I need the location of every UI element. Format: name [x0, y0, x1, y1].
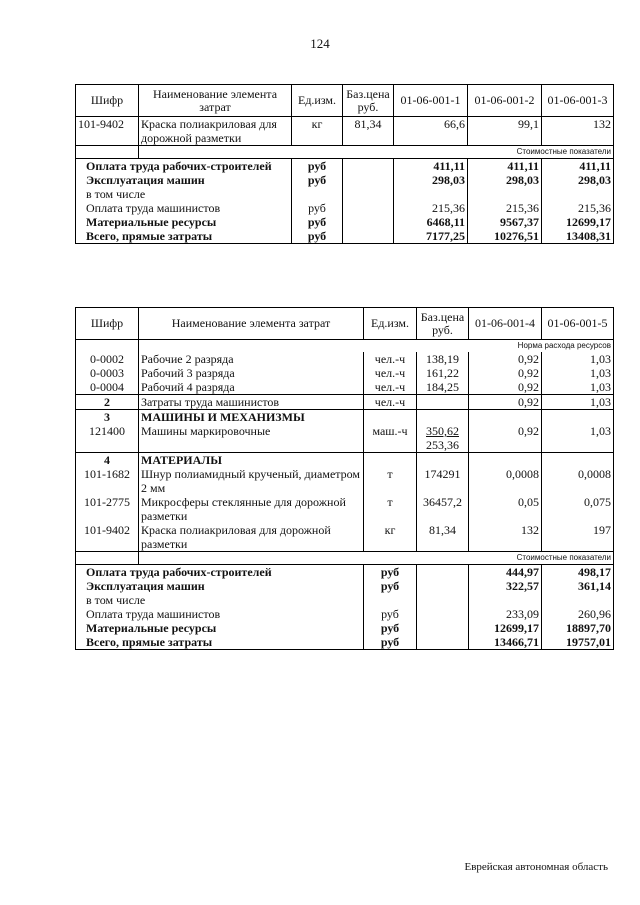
column-header: Баз.цена руб. — [343, 85, 394, 117]
value-cell: 0,92 — [469, 395, 542, 410]
unit-cell: руб — [364, 621, 417, 635]
cost-row — [76, 215, 614, 229]
column-header: Ед.изм. — [364, 308, 417, 340]
table-row — [76, 395, 614, 410]
value-cell: 1,03 — [542, 352, 614, 366]
empty-cell — [343, 187, 394, 201]
column-header: Шифр — [76, 85, 139, 117]
unit-cell: руб — [292, 201, 343, 215]
value-cell: 0,92 — [469, 366, 542, 380]
name-cell: МАТЕРИАЛЫ — [139, 453, 364, 468]
price-value-alt: 253,36 — [426, 438, 459, 452]
empty-cell — [417, 593, 469, 607]
value-cell: 0,92 — [469, 424, 542, 453]
code-cell: 4 — [76, 453, 139, 468]
column-header: 01-06-001-1 — [394, 85, 468, 117]
cost-row — [76, 201, 614, 215]
unit-cell: чел.-ч — [364, 352, 417, 366]
unit-cell — [364, 453, 417, 468]
value-cell — [469, 453, 542, 468]
price-value: 184,25 — [426, 380, 459, 394]
value-cell: 13466,71 — [469, 635, 542, 650]
table-row — [76, 523, 614, 552]
name-cell: МАШИНЫ И МЕХАНИЗМЫ — [139, 410, 364, 425]
code-cell: 101-9402 — [76, 117, 139, 146]
code-cell: 101-1682 — [76, 467, 139, 495]
unit-cell: чел.-ч — [364, 380, 417, 395]
price-value: 161,22 — [426, 366, 459, 380]
price-cell — [417, 467, 469, 495]
value-cell: 132 — [542, 117, 614, 146]
price-cell — [417, 495, 469, 523]
section-note-row — [76, 146, 614, 159]
empty-cell — [343, 159, 394, 174]
section-header-row — [76, 410, 614, 425]
table-row — [76, 352, 614, 366]
value-cell: 0,05 — [469, 495, 542, 523]
table-row — [76, 366, 614, 380]
page-number: 124 — [310, 36, 330, 51]
column-header: Баз.цена руб. — [417, 308, 469, 340]
value-cell: 298,03 — [468, 173, 542, 187]
cost-row — [76, 621, 614, 635]
name-cell: Краска полиакриловая для дорожной разметки — [139, 117, 292, 146]
section-note-row — [76, 340, 614, 353]
value-cell: 12699,17 — [469, 621, 542, 635]
value-cell: 7177,25 — [394, 229, 468, 244]
value-cell — [394, 187, 468, 201]
unit-cell: т — [364, 495, 417, 523]
value-cell: 6468,11 — [394, 215, 468, 229]
column-header: Наименование элемента затрат — [139, 308, 364, 340]
empty-cell — [76, 340, 139, 353]
price-value: 350,62 — [426, 424, 459, 438]
table-row — [76, 495, 614, 523]
column-header: 01-06-001-4 — [469, 308, 542, 340]
name-cell: Краска полиакриловая для дорожной разметки — [139, 523, 364, 552]
name-cell: Затраты труда машинистов — [139, 395, 364, 410]
unit-cell: кг — [364, 523, 417, 552]
code-cell: 101-9402 — [76, 523, 139, 552]
column-header: Шифр — [76, 308, 139, 340]
unit-cell: руб — [292, 159, 343, 174]
name-cell: Рабочие 2 разряда — [139, 352, 364, 366]
footer-region: Еврейская автономная область — [464, 861, 608, 873]
empty-cell — [417, 607, 469, 621]
cost-row — [76, 579, 614, 593]
price-cell: 81,34 — [343, 117, 394, 146]
section-note-row — [76, 552, 614, 565]
table-row — [76, 117, 614, 146]
cost-name-cell: в том числе — [76, 187, 292, 201]
price-value: 174291 — [424, 467, 461, 481]
value-cell — [469, 593, 542, 607]
value-cell — [468, 187, 542, 201]
cost-row — [76, 565, 614, 580]
value-cell: 0,92 — [469, 352, 542, 366]
unit-cell: руб — [364, 635, 417, 650]
value-cell: 298,03 — [542, 173, 614, 187]
unit-cell: чел.-ч — [364, 395, 417, 410]
value-cell: 0,0008 — [469, 467, 542, 495]
empty-cell — [76, 146, 139, 159]
price-value: 138,19 — [426, 352, 459, 366]
value-cell: 411,11 — [542, 159, 614, 174]
empty-cell — [417, 621, 469, 635]
value-cell: 1,03 — [542, 424, 614, 453]
value-cell: 1,03 — [542, 380, 614, 395]
code-cell: 0-0004 — [76, 380, 139, 395]
table-row — [76, 380, 614, 395]
unit-cell: руб — [292, 173, 343, 187]
value-cell: 0,92 — [469, 380, 542, 395]
unit-cell: руб — [292, 229, 343, 244]
value-cell: 12699,17 — [542, 215, 614, 229]
value-cell: 444,97 — [469, 565, 542, 580]
value-cell: 9567,37 — [468, 215, 542, 229]
cost-name-cell: Оплата труда рабочих-строителей — [76, 565, 364, 580]
cost-table-2 — [75, 307, 614, 650]
empty-cell — [417, 579, 469, 593]
value-cell: 197 — [542, 523, 614, 552]
price-cell — [417, 395, 469, 410]
value-cell — [542, 453, 614, 468]
value-cell: 132 — [469, 523, 542, 552]
cost-row — [76, 593, 614, 607]
cost-name-cell: Всего, прямые затраты — [76, 635, 364, 650]
value-cell: 99,1 — [468, 117, 542, 146]
unit-cell: руб — [364, 607, 417, 621]
code-cell: 2 — [76, 395, 139, 410]
cost-table-1 — [75, 84, 614, 244]
unit-cell — [364, 410, 417, 425]
cost-row — [76, 607, 614, 621]
cost-row — [76, 635, 614, 650]
table-row — [76, 424, 614, 453]
cost-row — [76, 187, 614, 201]
price-cell — [417, 352, 469, 366]
value-cell: 215,36 — [394, 201, 468, 215]
value-cell: 233,09 — [469, 607, 542, 621]
cost-row — [76, 173, 614, 187]
price-cell — [417, 453, 469, 468]
value-cell: 361,14 — [542, 579, 614, 593]
cost-name-cell: Всего, прямые затраты — [76, 229, 292, 244]
value-cell: 322,57 — [469, 579, 542, 593]
value-cell: 260,96 — [542, 607, 614, 621]
empty-cell — [343, 229, 394, 244]
price-cell — [417, 410, 469, 425]
name-cell: Рабочий 4 разряда — [139, 380, 364, 395]
name-cell: Шнур полиамидный крученый, диаметром 2 мм — [139, 467, 364, 495]
value-cell: 13408,31 — [542, 229, 614, 244]
unit-cell: т — [364, 467, 417, 495]
cost-name-cell: Эксплуатация машин — [76, 579, 364, 593]
section-note: Норма расхода ресурсов — [139, 340, 614, 353]
unit-cell: маш.-ч — [364, 424, 417, 453]
unit-cell: чел.-ч — [364, 366, 417, 380]
value-cell: 66,6 — [394, 117, 468, 146]
code-cell: 121400 — [76, 424, 139, 453]
header-row — [76, 85, 614, 117]
unit-cell: руб — [364, 579, 417, 593]
cost-name-cell: в том числе — [76, 593, 364, 607]
price-value: 36457,2 — [423, 495, 462, 509]
column-header: 01-06-001-3 — [542, 85, 614, 117]
column-header: Наименование элемента затрат — [139, 85, 292, 117]
value-cell: 10276,51 — [468, 229, 542, 244]
price-cell — [417, 523, 469, 552]
column-header: Ед.изм. — [292, 85, 343, 117]
unit-cell — [292, 187, 343, 201]
header-row — [76, 308, 614, 340]
cost-name-cell: Эксплуатация машин — [76, 173, 292, 187]
value-cell — [469, 410, 542, 425]
name-cell: Машины маркировочные — [139, 424, 364, 453]
empty-cell — [343, 201, 394, 215]
section-note: Стоимостные показатели — [139, 552, 614, 565]
value-cell: 1,03 — [542, 395, 614, 410]
value-cell: 1,03 — [542, 366, 614, 380]
unit-cell: руб — [292, 215, 343, 229]
code-cell: 0-0002 — [76, 352, 139, 366]
code-cell: 0-0003 — [76, 366, 139, 380]
column-header: 01-06-001-2 — [468, 85, 542, 117]
code-cell: 101-2775 — [76, 495, 139, 523]
table-row — [76, 467, 614, 495]
price-cell — [417, 380, 469, 395]
value-cell: 298,03 — [394, 173, 468, 187]
value-cell: 498,17 — [542, 565, 614, 580]
value-cell: 18897,70 — [542, 621, 614, 635]
cost-name-cell: Материальные ресурсы — [76, 215, 292, 229]
empty-cell — [417, 635, 469, 650]
code-cell: 3 — [76, 410, 139, 425]
cost-row — [76, 229, 614, 244]
section-header-row — [76, 453, 614, 468]
value-cell — [542, 410, 614, 425]
unit-cell — [364, 593, 417, 607]
value-cell: 19757,01 — [542, 635, 614, 650]
cost-name-cell: Материальные ресурсы — [76, 621, 364, 635]
cost-name-cell: Оплата труда машинистов — [76, 201, 292, 215]
value-cell: 0,0008 — [542, 467, 614, 495]
value-cell: 215,36 — [542, 201, 614, 215]
column-header: 01-06-001-5 — [542, 308, 614, 340]
name-cell: Микросферы стеклянные для дорожной разметки — [139, 495, 364, 523]
empty-cell — [76, 552, 139, 565]
empty-cell — [343, 215, 394, 229]
empty-cell — [343, 173, 394, 187]
unit-cell: кг — [292, 117, 343, 146]
cost-row — [76, 159, 614, 174]
cost-name-cell: Оплата труда рабочих-строителей — [76, 159, 292, 174]
empty-cell — [417, 565, 469, 580]
price-cell — [417, 366, 469, 380]
name-cell: Рабочий 3 разряда — [139, 366, 364, 380]
value-cell: 411,11 — [394, 159, 468, 174]
value-cell — [542, 187, 614, 201]
section-note: Стоимостные показатели — [139, 146, 614, 159]
value-cell: 411,11 — [468, 159, 542, 174]
value-cell: 0,075 — [542, 495, 614, 523]
unit-cell: руб — [364, 565, 417, 580]
value-cell — [542, 593, 614, 607]
value-cell: 215,36 — [468, 201, 542, 215]
cost-name-cell: Оплата труда машинистов — [76, 607, 364, 621]
price-value: 81,34 — [429, 523, 456, 537]
price-cell — [417, 424, 469, 453]
